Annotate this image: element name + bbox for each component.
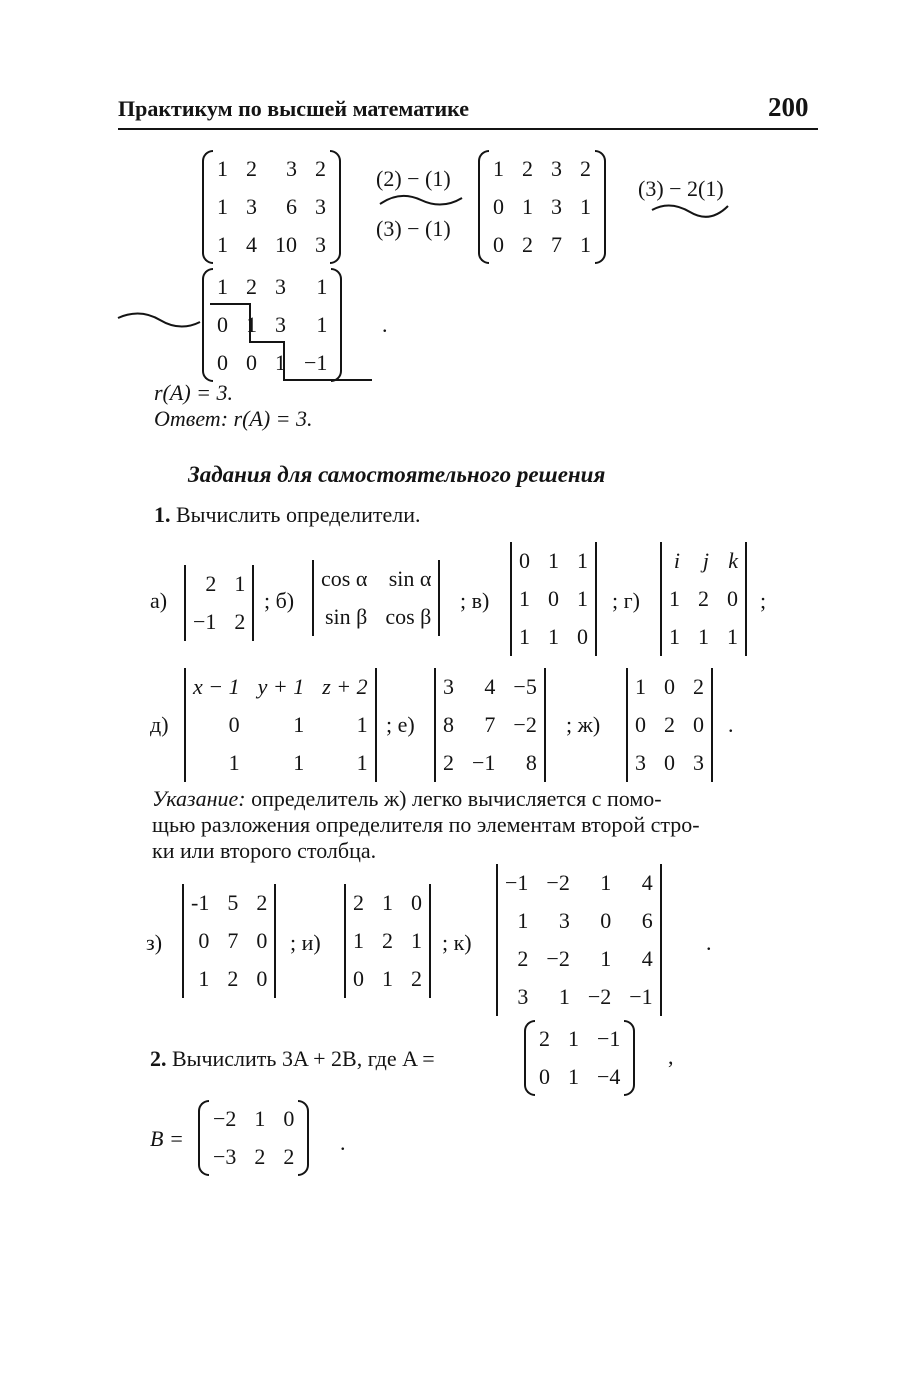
task-number: 2. (150, 1046, 167, 1071)
matrix-cell: 0 (256, 966, 268, 991)
equivalence-tilde (650, 202, 730, 220)
matrix-cell: 1 (669, 624, 680, 649)
echelon-staircase (206, 300, 376, 384)
separator: ; к) (442, 930, 472, 955)
matrix-cell: sin α (388, 566, 432, 591)
separator: ; (760, 588, 767, 613)
matrix-cell: 10 (275, 232, 297, 257)
determinant-k (496, 864, 662, 1016)
matrix-cell: 1 (600, 946, 612, 971)
matrix-cell: 1 (493, 156, 504, 181)
matrix-cell: 1 (275, 350, 286, 375)
matrix-cell: 1 (246, 312, 257, 337)
matrix-cell: 1 (558, 984, 570, 1009)
matrix-cell: 3 (443, 674, 454, 699)
matrix-cell: −5 (513, 674, 537, 699)
matrix-cell: −2 (587, 984, 612, 1009)
matrix-cell: 2 (254, 1144, 266, 1169)
answer-value: r(A) = 3. (233, 406, 313, 431)
matrix-cell: 1 (568, 1026, 579, 1051)
matrix-cell: −1 (629, 984, 653, 1009)
matrix-cell: 1 (517, 908, 529, 933)
task-text: Вычислить 3A + 2B, где A = (172, 1046, 435, 1071)
matrix-cell: 0 (600, 908, 612, 933)
task-2 (150, 1046, 435, 1072)
matrix-cell: 0 (635, 712, 646, 737)
matrix-cell: 3 (275, 312, 286, 337)
matrix-cell: 3 (558, 908, 570, 933)
determinant-e (434, 668, 546, 782)
matrix-cell: 8 (525, 750, 537, 775)
matrix-cell: 2 (246, 156, 257, 181)
matrix-cell: 1 (548, 624, 559, 649)
matrix-cell: 3 (315, 194, 326, 219)
matrix-cell: 4 (246, 232, 257, 257)
det-label-z: з) (146, 930, 163, 955)
separator: ; и) (290, 930, 321, 955)
matrix-cell: 1 (382, 966, 393, 991)
hint-text-1: определитель ж) легко вычисляется с помо- (251, 786, 662, 811)
hint-line-2: щью разложения определителя по элементам второй стро- (152, 812, 700, 837)
matrix-cell: 2 (522, 232, 533, 257)
matrix-cell: -1 (191, 890, 210, 915)
row-operation-3: (3) − 2(1) (638, 176, 724, 201)
det-label-e: д) (150, 712, 169, 737)
hint-line-3: ки или второго столбца. (152, 838, 377, 863)
matrix-cell: 0 (577, 624, 588, 649)
row-operation-2: (3) − (1) (376, 216, 451, 241)
matrix-cell: 0 (493, 194, 504, 219)
matrix-cell: 1 (356, 750, 368, 775)
answer-label: Ответ: (154, 406, 229, 431)
matrix-cell: −2 (546, 870, 570, 895)
matrix-cell: 2 (353, 890, 364, 915)
matrix-cell: 5 (227, 890, 239, 915)
matrix-cell: 0 (664, 674, 675, 699)
matrix-cell: −1 (193, 609, 217, 634)
determinant-d2 (184, 668, 377, 782)
matrix-cell: 0 (411, 890, 422, 915)
matrix-cell: 2 (522, 156, 533, 181)
matrix-cell: 2 (580, 156, 591, 181)
matrix-cell: 1 (580, 232, 591, 257)
matrix-cell: 1 (669, 586, 680, 611)
matrix-cell: 0 (493, 232, 504, 257)
matrix-cell: 7 (227, 928, 239, 953)
matrix-cell: 1 (580, 194, 591, 219)
matrix-cell: 1 (217, 156, 228, 181)
matrix-cell: 2 (283, 1144, 295, 1169)
matrix-cell: 1 (600, 870, 612, 895)
matrix-cell: 3 (551, 156, 562, 181)
matrix-cell: 7 (484, 712, 496, 737)
matrix-cell: −1 (505, 870, 529, 895)
separator: ; б) (264, 588, 295, 613)
matrix-original (208, 150, 335, 264)
matrix-cell: 0 (228, 712, 240, 737)
matrix-cell: 2 (539, 1026, 550, 1051)
matrix-cell: 3 (286, 156, 297, 181)
matrix-cell: 1 (217, 194, 228, 219)
matrix-cell: 2 (664, 712, 675, 737)
matrix-cell: 1 (293, 750, 305, 775)
determinant-a (184, 565, 254, 641)
matrix-cell: y + 1 (257, 674, 305, 699)
header-rule (118, 128, 818, 130)
matrix-cell: 1 (293, 712, 305, 737)
matrix-cell: 1 (727, 624, 738, 649)
row-operation-1: (2) − (1) (376, 166, 451, 191)
matrix-cell: 3 (517, 984, 529, 1009)
matrix-cell: 2 (443, 750, 454, 775)
matrix-cell: x − 1 (193, 674, 240, 699)
separator: . (706, 930, 712, 955)
matrix-cell: 0 (548, 586, 559, 611)
hint-line-1 (152, 786, 662, 812)
matrix-cell: i (673, 548, 680, 573)
matrix-cell: 3 (246, 194, 257, 219)
matrix-cell: 2 (234, 609, 246, 634)
matrix-cell: 1 (254, 1106, 266, 1131)
matrix-cell: 2 (693, 674, 704, 699)
matrix-cell: 0 (519, 548, 530, 573)
matrix-cell: 2 (227, 966, 239, 991)
matrix-cell: z + 2 (322, 674, 368, 699)
matrix-cell: −1 (472, 750, 496, 775)
matrix-cell: 0 (217, 350, 228, 375)
matrix-cell: sin β (324, 604, 368, 629)
matrix-cell: 6 (286, 194, 297, 219)
matrix-cell: −1 (304, 350, 328, 375)
matrix-cell: 1 (316, 274, 328, 299)
matrix-cell: cos β (385, 604, 432, 629)
matrix-cell: 1 (217, 232, 228, 257)
det-label-a: а) (150, 588, 168, 613)
matrix-cell: −4 (597, 1064, 621, 1089)
matrix-A (530, 1020, 629, 1096)
equivalence-tilde (378, 192, 464, 210)
matrix-cell: 2 (246, 274, 257, 299)
equivalence-tilde (116, 310, 202, 332)
matrix-cell: 1 (217, 274, 228, 299)
matrix-cell: 7 (551, 232, 562, 257)
matrix-cell: 1 (353, 928, 364, 953)
task-number: 1. (154, 502, 171, 527)
matrix-cell: 1 (577, 548, 588, 573)
matrix-cell: −1 (597, 1026, 621, 1051)
matrix-cell: 0 (539, 1064, 550, 1089)
end-dot: . (340, 1130, 346, 1155)
matrix-cell: 2 (315, 156, 326, 181)
matrix-cell: 1 (635, 674, 646, 699)
matrix-cell: 0 (217, 312, 228, 337)
matrix-cell: 1 (577, 586, 588, 611)
hint-label: Указание: (152, 786, 246, 811)
determinant-c (510, 542, 597, 656)
comma: , (668, 1044, 674, 1069)
separator: ; в) (460, 588, 490, 613)
matrix-cell: 1 (382, 890, 393, 915)
matrix-cell: 1 (698, 624, 709, 649)
matrix-B-label: B = (150, 1126, 184, 1151)
rank-result: r(A) = 3. (154, 380, 233, 405)
section-title: Задания для самостоятельного решения (188, 462, 606, 487)
matrix-cell: 3 (693, 750, 704, 775)
determinant-d (660, 542, 747, 656)
matrix-cell: 0 (727, 586, 738, 611)
matrix-cell: 1 (356, 712, 368, 737)
task-1 (154, 502, 421, 528)
matrix-cell: 4 (641, 870, 653, 895)
matrix-cell: k (728, 548, 738, 573)
matrix-cell: 3 (551, 194, 562, 219)
matrix-cell: 2 (517, 946, 529, 971)
separator: ; ж) (566, 712, 601, 737)
matrix-cell: 4 (641, 946, 653, 971)
matrix-cell: 0 (256, 928, 268, 953)
determinant-zh (626, 668, 713, 782)
matrix-cell: 1 (519, 624, 530, 649)
matrix-cell: −2 (546, 946, 570, 971)
matrix-cell: 1 (519, 586, 530, 611)
matrix-cell: 0 (664, 750, 675, 775)
matrix-cell: 3 (275, 274, 286, 299)
matrix-step-1 (484, 150, 600, 264)
page-number: 200 (768, 92, 809, 122)
matrix-cell: 2 (382, 928, 393, 953)
matrix-cell: cos α (321, 566, 368, 591)
matrix-cell: 2 (698, 586, 709, 611)
answer-line (154, 406, 313, 432)
matrix-cell: 3 (315, 232, 326, 257)
task-text: Вычислить определители. (176, 502, 421, 527)
matrix-cell: 0 (353, 966, 364, 991)
matrix-cell: 0 (246, 350, 257, 375)
matrix-cell: −2 (213, 1106, 237, 1131)
matrix-cell: 0 (693, 712, 704, 737)
matrix-cell: 0 (198, 928, 210, 953)
matrix-cell: 1 (198, 966, 210, 991)
matrix-cell: 4 (484, 674, 496, 699)
matrix-cell: 1 (316, 312, 328, 337)
matrix-cell: −2 (513, 712, 537, 737)
running-header-title: Практикум по высшей математике (118, 96, 470, 121)
matrix-cell: 1 (228, 750, 240, 775)
matrix-end-dot: . (382, 312, 388, 337)
determinant-b (312, 560, 440, 636)
matrix-B (204, 1100, 303, 1176)
matrix-cell: 0 (283, 1106, 295, 1131)
matrix-cell: j (702, 548, 709, 573)
matrix-cell: 1 (548, 548, 559, 573)
matrix-cell: 2 (205, 571, 217, 596)
matrix-cell: 1 (568, 1064, 579, 1089)
matrix-cell: 1 (411, 928, 422, 953)
matrix-cell: 2 (411, 966, 422, 991)
matrix-cell: 3 (635, 750, 646, 775)
matrix-cell: 1 (522, 194, 533, 219)
matrix-cell: 2 (256, 890, 268, 915)
matrix-cell: 6 (641, 908, 653, 933)
separator: ; г) (612, 588, 640, 613)
matrix-cell: 8 (443, 712, 454, 737)
matrix-cell: −3 (213, 1144, 237, 1169)
separator: ; е) (386, 712, 415, 737)
matrix-cell: 1 (234, 571, 246, 596)
determinant-i (344, 884, 431, 998)
separator: . (728, 712, 734, 737)
determinant-z (182, 884, 276, 998)
